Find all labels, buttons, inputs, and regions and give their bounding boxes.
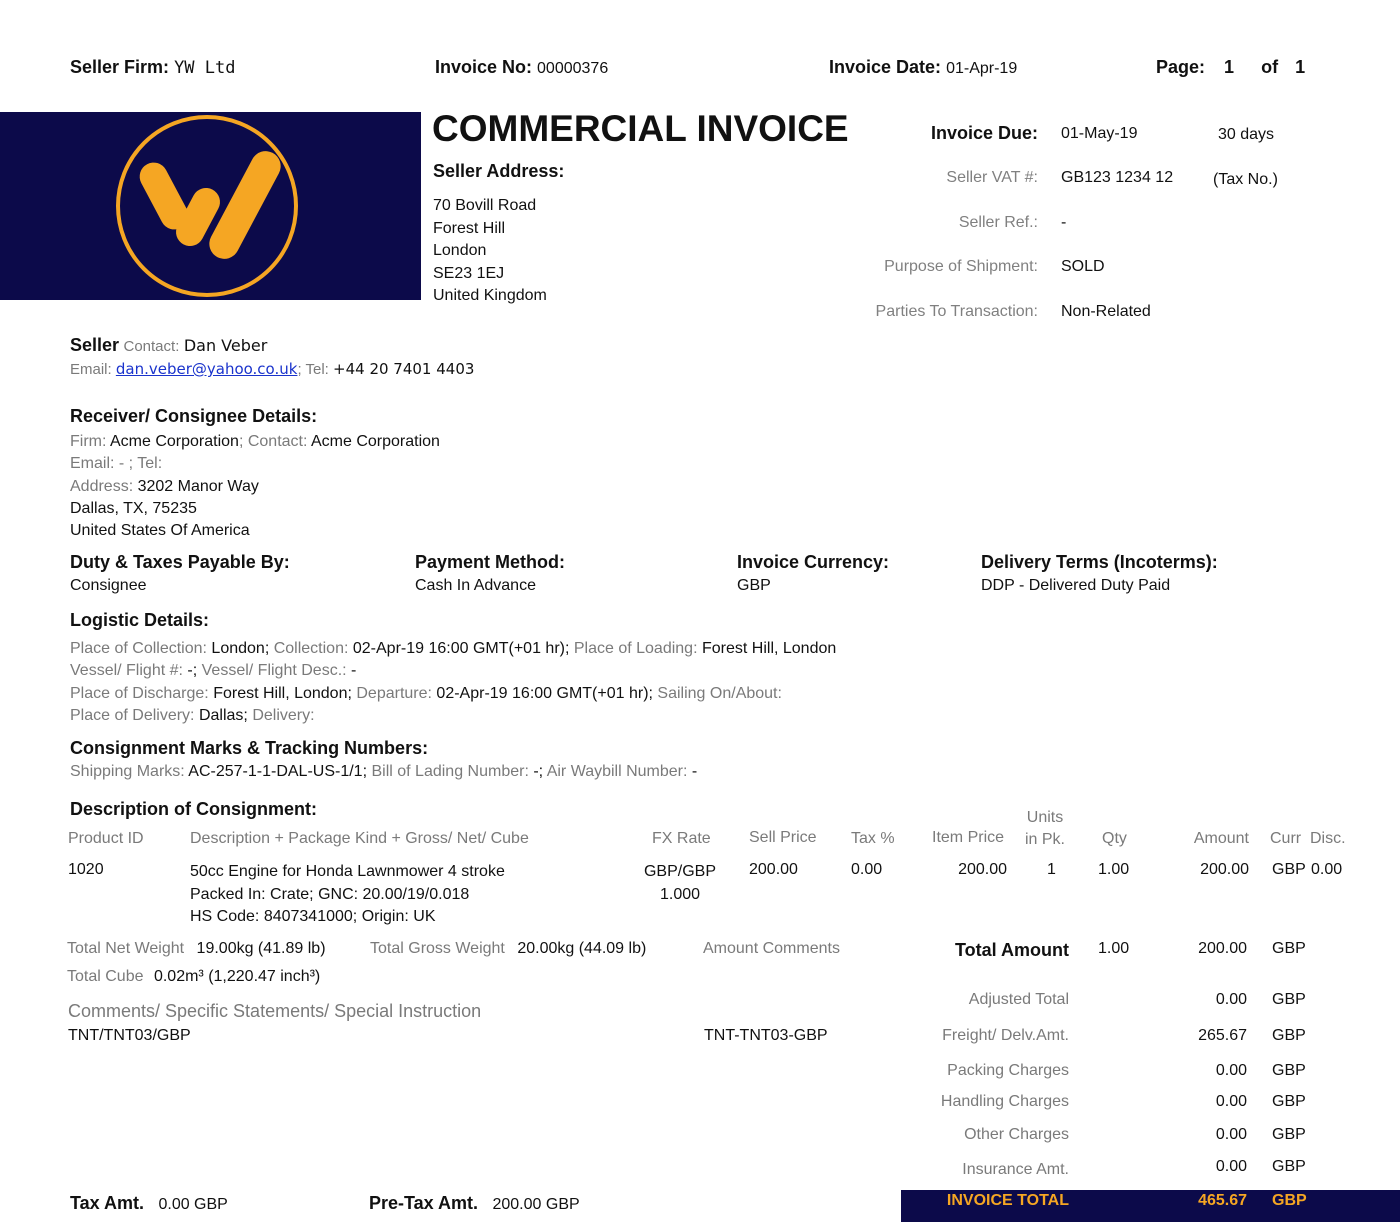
row-fx-rate: GBP/GBP 1.000 — [643, 863, 717, 903]
row-disc: 0.00 — [1311, 861, 1343, 878]
row-curr: GBP — [1272, 861, 1306, 878]
yw-logo-icon — [0, 112, 421, 300]
delivery-terms: DDP - Delivered Duty Paid — [981, 577, 1171, 594]
total-amount-label: Total Amount — [955, 940, 1069, 960]
tax-no-note: (Tax No.) — [1213, 171, 1278, 188]
address-line: London — [433, 242, 487, 259]
total-gross-weight: Total Gross Weight 20.00kg (44.09 lb) — [370, 940, 647, 957]
col-qty: Qty — [1102, 830, 1127, 847]
seller-ref-label: Seller Ref.: — [958, 214, 1038, 231]
insurance-curr: GBP — [1272, 1158, 1306, 1175]
delivery-terms-label: Delivery Terms (Incoterms): — [981, 552, 1218, 572]
insurance-amount: 0.00 — [1215, 1158, 1247, 1175]
row-product-id: 1020 — [68, 861, 104, 878]
row-units: 1 — [1047, 861, 1056, 878]
col-fx-rate: FX Rate — [652, 830, 711, 847]
freight-amount: 265.67 — [1198, 1027, 1247, 1044]
total-amount: 200.00 — [1198, 940, 1247, 957]
other-charges-curr: GBP — [1272, 1126, 1306, 1143]
col-curr: Curr — [1270, 830, 1302, 847]
seller-ref: - — [1061, 214, 1067, 231]
payment-terms-days: 30 days — [1218, 126, 1275, 143]
invoice-total-label: INVOICE TOTAL — [946, 1192, 1069, 1209]
seller-contact: Seller Contact: Dan Veber — [70, 335, 268, 355]
invoice-date: Invoice Date: 01-Apr-19 — [829, 57, 1018, 77]
row-tax: 0.00 — [851, 861, 883, 878]
row-sell-price: 200.00 — [749, 861, 798, 878]
purpose-of-shipment: SOLD — [1061, 258, 1105, 275]
adjusted-total-curr: GBP — [1272, 991, 1306, 1008]
invoice-total-bar — [901, 1190, 1400, 1222]
marks-heading: Consignment Marks & Tracking Numbers: — [70, 738, 429, 758]
invoice-number: Invoice No: 00000376 — [435, 57, 609, 77]
duty-label: Duty & Taxes Payable By: — [70, 552, 290, 572]
freight-label: Freight/ Delv.Amt. — [942, 1027, 1069, 1044]
tracking-numbers: Shipping Marks: AC-257-1-1-DAL-US-1/1; Bill of Lading Number: -; Air Waybill Number: - — [70, 763, 698, 780]
packing-label: Packing Charges — [947, 1062, 1069, 1079]
address-line: SE23 1EJ — [433, 264, 505, 282]
handling-label: Handling Charges — [940, 1093, 1069, 1110]
purpose-label: Purpose of Shipment: — [884, 258, 1038, 275]
handling-amount: 0.00 — [1215, 1093, 1247, 1110]
row-amount: 200.00 — [1200, 861, 1249, 878]
row-item-price: 200.00 — [958, 861, 1007, 878]
total-qty: 1.00 — [1098, 940, 1130, 957]
total-amount-curr: GBP — [1272, 940, 1306, 957]
comments-text: TNT/TNT03/GBP — [68, 1027, 191, 1044]
receiver-heading: Receiver/ Consignee Details: — [70, 406, 318, 426]
pre-tax-amount: Pre-Tax Amt. 200.00 GBP — [369, 1193, 580, 1213]
col-item-price: Item Price — [932, 829, 1005, 846]
insurance-label: Insurance Amt. — [962, 1161, 1069, 1178]
total-net-weight: Total Net Weight 19.00kg (41.89 lb) — [67, 940, 326, 957]
packing-curr: GBP — [1272, 1062, 1306, 1079]
col-disc: Disc. — [1310, 830, 1346, 847]
receiver-email-tel: Email: - ; Tel: — [70, 455, 163, 473]
receiver-details: Firm: Acme Corporation; Contact: Acme Corporation Email: - ; Tel: Address: 3202 Manor Way Dallas, TX, 75235 United States Of America — [70, 431, 440, 542]
col-description: Description + Package Kind + Gross/ Net/ Cube — [190, 830, 529, 847]
adjusted-total: 0.00 — [1215, 991, 1247, 1008]
handling-curr: GBP — [1272, 1093, 1306, 1110]
seller-firm: Seller Firm: YW Ltd — [70, 57, 236, 78]
other-charges-amount: 0.00 — [1215, 1126, 1247, 1143]
seller-address-heading: Seller Address: — [433, 161, 565, 181]
invoice-total: 465.67 — [1198, 1192, 1247, 1209]
total-cube: Total Cube 0.02m³ (1,220.47 inch³) — [67, 968, 321, 985]
invoice-total-curr: GBP — [1272, 1192, 1307, 1209]
col-product-id: Product ID — [68, 830, 144, 847]
invoice-due: 01-May-19 — [1061, 125, 1138, 142]
col-tax: Tax % — [851, 830, 895, 847]
address-line: United Kingdom — [433, 287, 547, 304]
row-qty: 1.00 — [1098, 861, 1130, 878]
payment-method-label: Payment Method: — [415, 552, 566, 572]
parties-label: Parties To Transaction: — [875, 303, 1038, 320]
seller-vat: GB123 1234 12 — [1061, 169, 1174, 186]
address-line: 70 Bovill Road — [433, 197, 537, 214]
company-logo — [0, 112, 421, 300]
seller-vat-label: Seller VAT #: — [946, 169, 1038, 186]
comments-heading: Comments/ Specific Statements/ Special Instruction — [68, 1001, 482, 1021]
receiver-country: United States Of America — [70, 522, 250, 540]
row-description: 50cc Engine for Honda Lawnmower 4 stroke Packed In: Crate; GNC: 20.00/19/0.018 HS Code: 8407341000; Origin: UK — [190, 863, 505, 925]
invoice-due-label: Invoice Due: — [930, 123, 1038, 143]
logistics-heading: Logistic Details: — [70, 610, 210, 630]
logistic-details: Place of Collection: London; Collection: 02-Apr-19 16:00 GMT(+01 hr); Place of Loading: Forest Hill, London Vessel/ Flight #: -; Vessel/ Flight Desc.: - Place of Discharge: Forest Hill, London; Departure: 02-Apr-19 16:00 GMT(+01 hr); Sailing On/About: Place of Delivery: Dallas; Delivery: — [70, 640, 837, 724]
page-title: COMMERCIAL INVOICE — [432, 108, 849, 149]
duty-payer: Consignee — [70, 577, 147, 594]
consignment-heading: Description of Consignment: — [70, 799, 317, 819]
amount-comment: TNT-TNT03-GBP — [704, 1027, 828, 1044]
page-counter: Page: 1 of 1 — [1156, 57, 1306, 77]
seller-email-link[interactable]: dan.veber@yahoo.co.uk — [115, 360, 298, 378]
tax-amount: Tax Amt. 0.00 GBP — [70, 1193, 228, 1213]
packing-amount: 0.00 — [1215, 1062, 1247, 1079]
col-sell-price: Sell Price — [749, 829, 817, 846]
receiver-city: Dallas, TX, 75235 — [70, 499, 197, 517]
address-line: Forest Hill — [433, 219, 506, 237]
other-charges-label: Other Charges — [964, 1126, 1069, 1143]
invoice-currency-label: Invoice Currency: — [737, 552, 890, 572]
col-amount: Amount — [1193, 830, 1249, 847]
adjusted-total-label: Adjusted Total — [968, 991, 1069, 1008]
payment-method: Cash In Advance — [415, 577, 536, 594]
freight-curr: GBP — [1272, 1027, 1306, 1044]
parties-to-transaction: Non-Related — [1061, 303, 1151, 320]
col-units-in-pk: Units in Pk. — [1024, 809, 1065, 848]
amount-comments-label: Amount Comments — [703, 940, 840, 957]
invoice-currency: GBP — [737, 577, 771, 594]
seller-address — [433, 195, 547, 308]
seller-email-tel: Email: dan.veber@yahoo.co.uk; Tel: +44 20 7401 4403 — [70, 360, 475, 378]
